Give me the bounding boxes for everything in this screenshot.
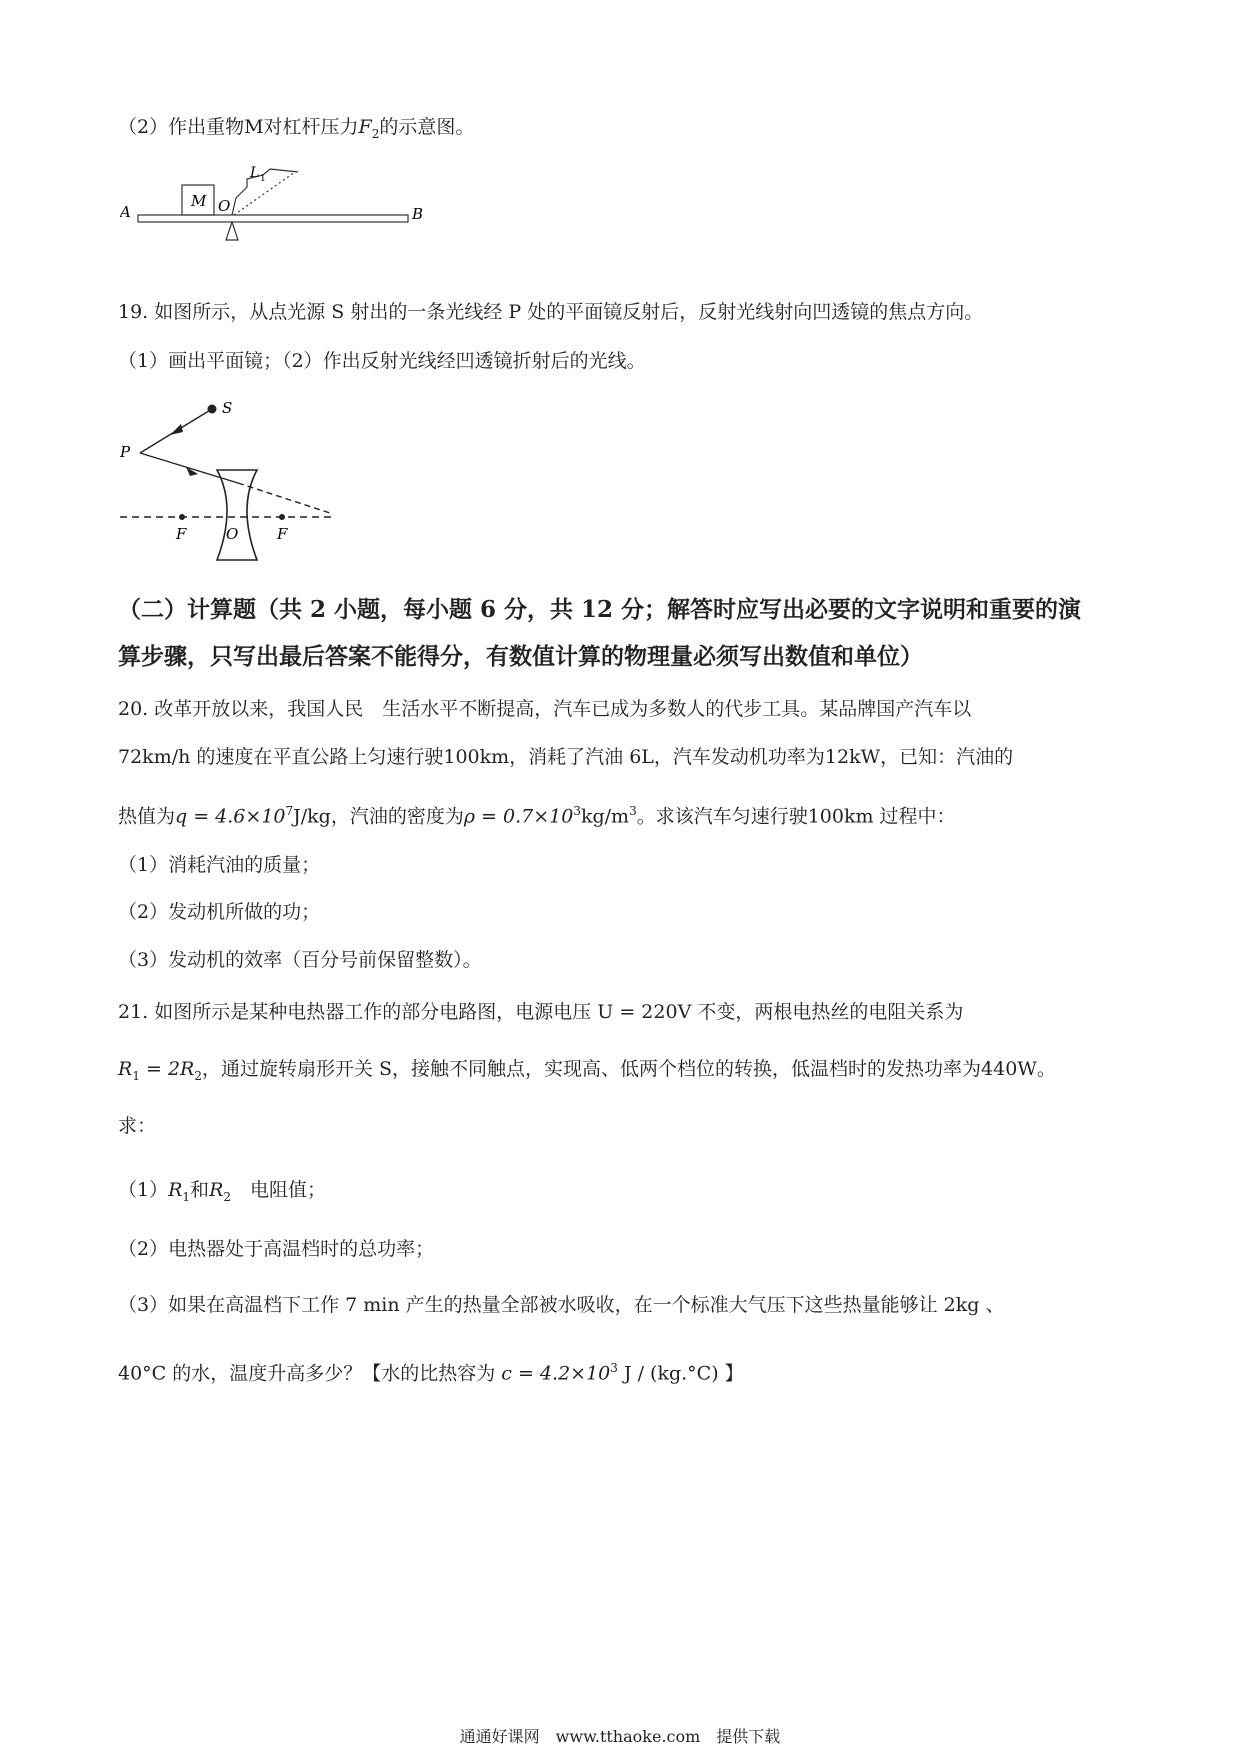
q20-part1: （1）消耗汽油的质量； [118,854,321,876]
lens-diagram [120,395,390,570]
q19-line2: （1）画出平面镜；（2）作出反射光线经凹透镜折射后的光线。 [118,350,646,372]
q21-part4: 40°C 的水，温度升高多少？【水的比热容为 $c = 4.2\times 10^3$ J / (kg.°C) 】 [118,1361,744,1385]
q21-line3: 求： [118,1115,157,1137]
q21-part3: （3）如果在高温档下工作 7 min 产生的热量全部被水吸收，在一个标准大气压下这些热量能够让 2kg 、 [118,1294,1005,1316]
q20-part3: （3）发动机的效率（百分号前保留整数）。 [118,949,482,971]
section-header-line1: （二）计算题（共 2 小题，每小题 6 分，共 12 分；解答时应写出必要的文字说明和重要的演 [118,596,1082,623]
q19-line1: 19. 如图所示，从点光源 S 射出的一条光线经 P 处的平面镜反射后，反射光线射向凹透镜的焦点方向。 [118,301,984,323]
label-o: O [218,197,231,215]
section-header-line2: 算步骤，只写出最后答案不能得分，有数值计算的物理量必须写出数值和单位） [118,643,923,670]
q21-part2: （2）电热器处于高温档时的总功率； [118,1238,435,1260]
ray-extension-dashed [238,483,330,513]
label-f-right: F [277,525,288,543]
incident-arrow [170,424,183,435]
label-b: B [412,205,424,223]
force-line-top [270,169,298,172]
focus-left [179,514,185,520]
q20-line2: 72km/h 的速度在平直公路上匀速行驶100km，消耗了汽油 6L，汽车发动机功率为12kW，已知：汽油的 [118,746,1014,768]
label-o-lens: O [226,525,239,543]
q18-part2: （2）作出重物M对杠杆压力$F_2$的示意图。 [118,116,475,141]
label-f-left: F [176,525,187,543]
footer-watermark: 通通好课网 www.tthaoke.com 提供下载 [459,1727,781,1746]
label-l1-sub: 1 [260,174,266,184]
q20-part2: （2）发动机所做的功； [118,901,321,923]
fulcrum [226,222,238,240]
label-l1: L [250,165,260,181]
label-s: S [222,399,233,417]
focus-right [279,514,285,520]
label-a: A [120,203,131,221]
reflected-ray [140,453,238,483]
q21-line1: 21. 如图所示是某种电热器工作的部分电路图，电源电压 U = 220V 不变，两根电热丝的电阻关系为 [118,1001,964,1023]
label-p: P [120,443,131,461]
lever-bar [138,215,408,222]
q20-line1: 20. 改革开放以来，我国人民 生活水平不断提高，汽车已成为多数人的代步工具。某品牌国产汽车以 [118,698,972,720]
q20-line3: 热值为$q = 4.6\times 10^7J/kg$，汽油的密度为$\rho = 0.7\times 10^3kg/m^3$。求该汽车匀速行驶100km 过程中： [118,804,956,828]
lever-diagram [120,165,450,275]
q21-line2: $R_1 = 2R_2$，通过旋转扇形开关 S，接触不同触点，实现高、低两个档位的转换，低温档时的发热功率为440W。 [118,1058,1056,1083]
concave-lens [217,470,257,560]
q21-part1: $(1)R_1$和$R_2$ 电阻值； [118,1179,327,1204]
label-m: M [191,192,207,210]
